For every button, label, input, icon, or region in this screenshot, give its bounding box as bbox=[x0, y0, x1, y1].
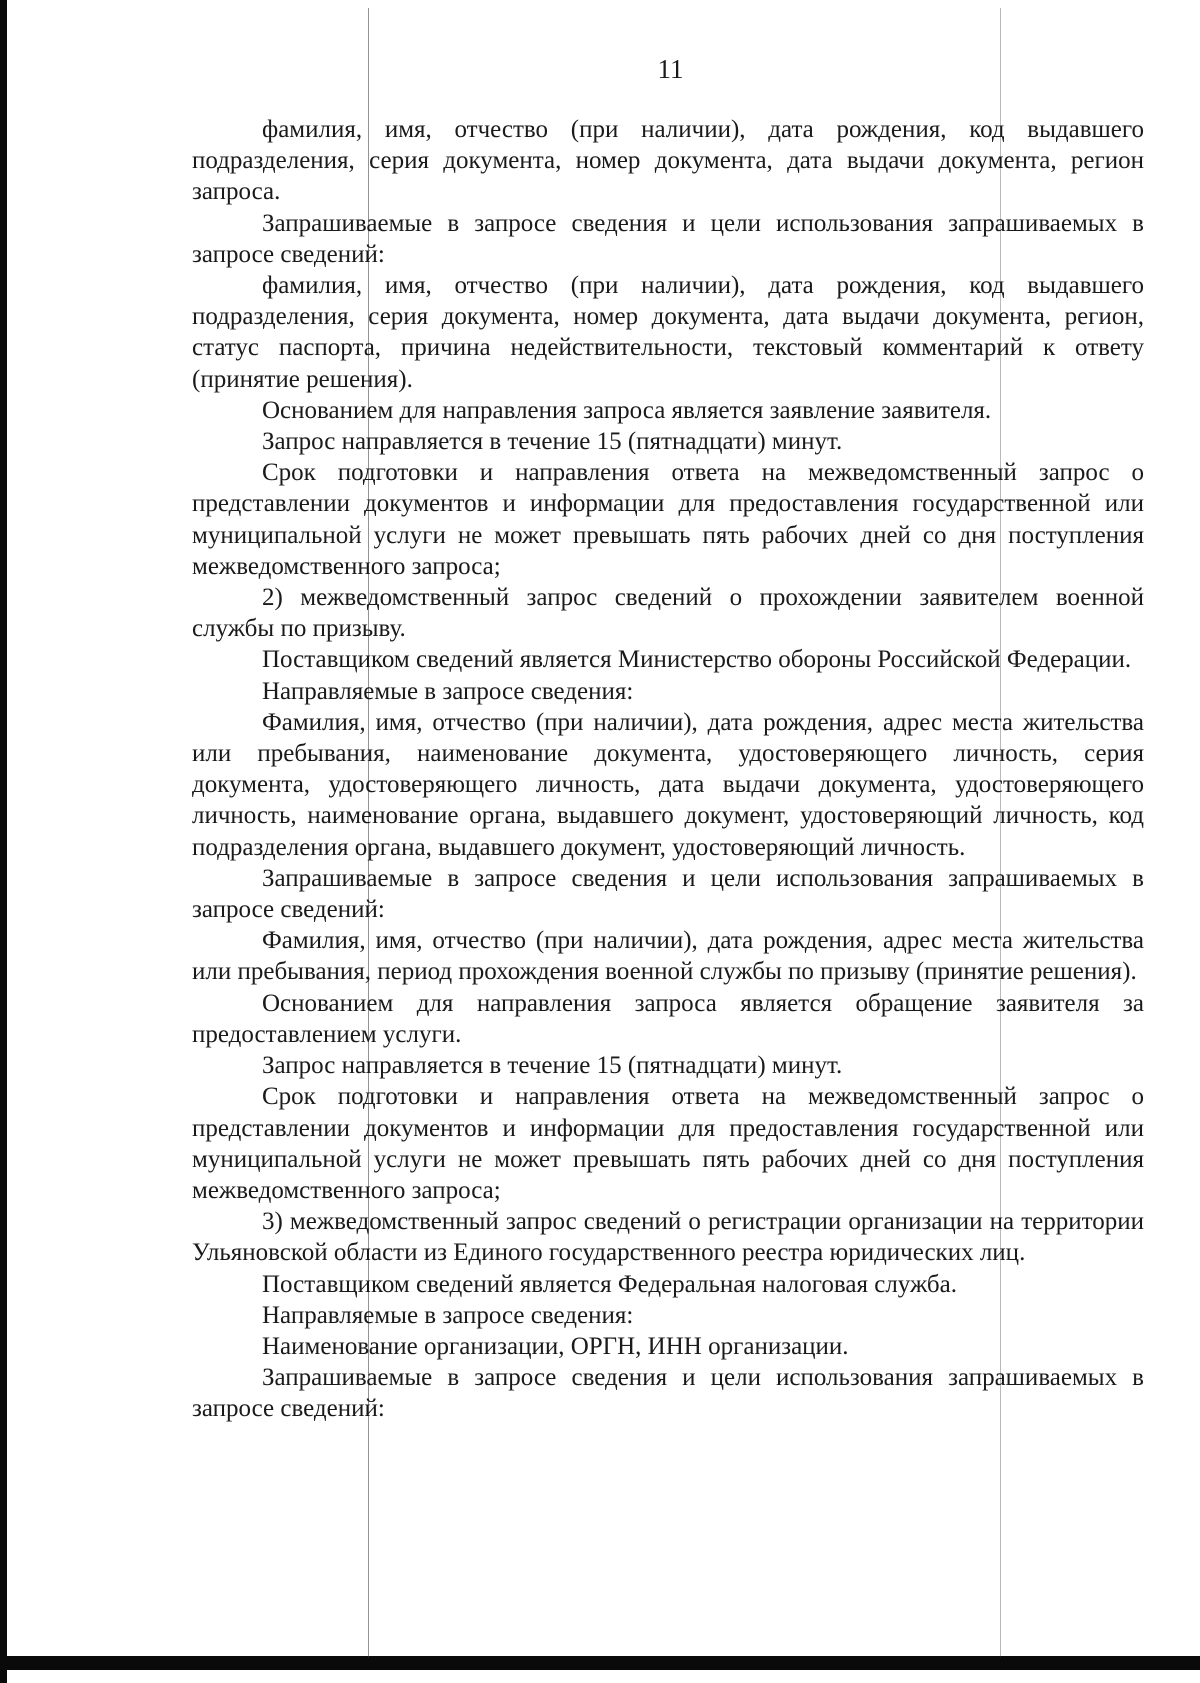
paragraph: Запрашиваемые в запросе сведения и цели использования запрашиваемых в запросе сведений: bbox=[192, 1364, 1144, 1423]
paragraph: 2) межведомственный запрос сведений о прохождении заявителем военной службы по призыву. bbox=[192, 584, 1144, 643]
paragraph: фамилия, имя, отчество (при наличии), дата рождения, код выдавшего подразделения, серия документа, номер документа, дата выдачи документа, регион запроса. bbox=[192, 116, 1144, 206]
paragraph: Наименование организации, ОРГН, ИНН организации. bbox=[262, 1332, 849, 1360]
paragraph: Запрос направляется в течение 15 (пятнадцати) минут. bbox=[262, 1052, 843, 1080]
paragraph: Запрашиваемые в запросе сведения и цели использования запрашиваемых в запросе сведений: bbox=[192, 864, 1144, 924]
paragraph: Срок подготовки и направления ответа на межведомственный запрос о представлении документов и информации для предоставления государственной или муниципальной услуги не может превышать пять рабочих дней со дня поступления межведомственного запроса; bbox=[192, 1083, 1144, 1204]
paragraph: Фамилия, имя, отчество (при наличии), дата рождения, адрес места жительства или пребывания, наименование документа, удостоверяющего личность, серия документа, удостоверяющего личность, дата выдачи документа, удостоверяющего личность, наименование органа, выдавшего документ, удостоверяющий личность, код подразделения органа, выдавшего документ, удостоверяющий личность. bbox=[192, 708, 1144, 861]
scan-border-bottom bbox=[0, 1656, 1200, 1670]
document-body bbox=[192, 114, 1144, 1425]
paragraph: Основанием для направления запроса является заявление заявителя. bbox=[262, 396, 992, 424]
paragraph: Поставщиком сведений является Министерство обороны Российской Федерации. bbox=[262, 646, 1132, 674]
paragraph: 3) межведомственный запрос сведений о регистрации организации на территории Ульяновской области из Единого государственного реестра юридических лиц. bbox=[192, 1208, 1144, 1267]
page-number: 11 bbox=[657, 54, 684, 84]
paragraph: Фамилия, имя, отчество (при наличии), дата рождения, адрес места жительства или пребывания, период прохождения военной службы по призыву (принятие решения). bbox=[192, 927, 1144, 986]
paragraph: Поставщиком сведений является Федеральная налоговая служба. bbox=[262, 1270, 957, 1298]
paragraph: Запрос направляется в течение 15 (пятнадцати) минут. bbox=[262, 428, 843, 456]
paragraph: Запрашиваемые в запросе сведения и цели использования запрашиваемых в запросе сведений: bbox=[192, 209, 1144, 268]
paragraph: Основанием для направления запроса является обращение заявителя за предоставлением услуги. bbox=[192, 989, 1144, 1048]
paragraph: фамилия, имя, отчество (при наличии), дата рождения, код выдавшего подразделения, серия документа, номер документа, дата выдачи документа, регион, статус паспорта, причина недействительности, текстовый комментарий к ответу (принятие решения). bbox=[192, 272, 1144, 393]
paragraph: Направляемые в запросе сведения: bbox=[262, 1301, 634, 1329]
scan-border-left bbox=[0, 0, 7, 1683]
paragraph: Направляемые в запросе сведения: bbox=[262, 677, 634, 705]
paragraph: Срок подготовки и направления ответа на межведомственный запрос о представлении документов и информации для предоставления государственной или муниципальной услуги не может превышать пять рабочих дней со дня поступления межведомственного запроса; bbox=[192, 459, 1144, 580]
